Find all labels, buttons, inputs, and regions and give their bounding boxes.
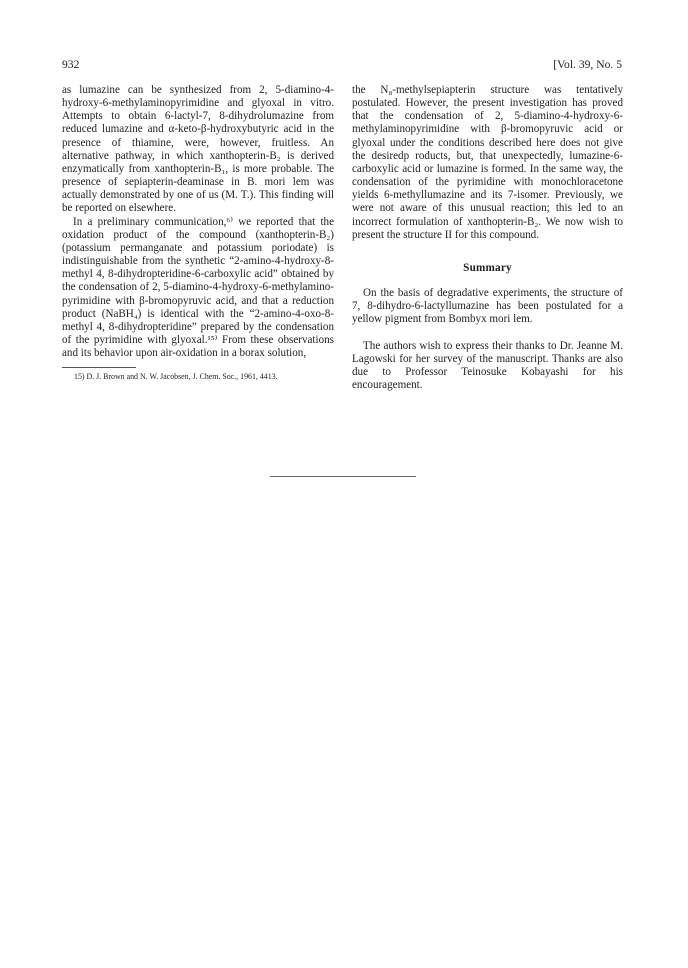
end-of-article-rule — [270, 476, 416, 477]
left-column — [62, 84, 334, 382]
volume-info: [Vol. 39, No. 5 — [553, 58, 622, 71]
footnote-15: 15) D. J. Brown and N. W. Jacobsen, J. Chem. Soc., 1961, 4413. — [74, 372, 278, 382]
right-column — [352, 84, 623, 392]
page-number: 932 — [62, 58, 80, 71]
summary-heading: Summary — [463, 261, 512, 274]
right-paragraph-1: the N₈-methylsepiapterin structure was tentatively postulated. However, the present investigation has proved that the condensation of 2, 5-diamino-4-hydroxy-6-methylaminopyrimidine with β-bromopyruvic acid or glyoxal under the conditions described here does not give the desiredp roducts, but, that unexpectedly, lumazine-6-carboxylic acid or lumazine is formed. In the same way, the condensation of the pyrimidine with monochloracetone yields 6-methyllumazine and its 7-isomer. Previously, we were not aware of this unusual reaction; this led to an incorrect formulation of xanthopterin-B₂. We now wish to present the structure II for this compound. — [352, 84, 623, 241]
left-paragraph-2: In a preliminary communication,⁶⁾ we reported that the oxidation product of the compound (xanthopterin-B₂) (potassium permanganate and potassium poriodate) is indistinguishable from the synthetic “2-amino-4-hydroxy-8-methyl 4, 8-dihydropteridine-6-carboxylic acid” obtained by the condensation of 2, 5-diamino-4-hydroxy-6-methylamino-pyrimidine with β-bromopyruvic acid, and that a reduction product (NaBH₄) is identical with the “2-amino-4-oxo-8-methyl 4, 8-dihydropteridine” prepared by the condensation of the pyrimidine with glyoxal.¹⁵⁾ From these observations and its behavior upon air-oxidation in a borax solution, — [62, 215, 334, 360]
acknowledgment-text: The authors wish to express their thanks to Dr. Jeanne M. Lagowski for her survey of the manuscript. Thanks are also due to Professor Teinosuke Kobayashi for his encouragement. — [352, 339, 623, 391]
summary-text: On the basis of degradative experiments, the structure of 7, 8-dihydro-6-lactyllumazine has been postulated for a yellow pigment from Bombyx mori lem. — [352, 287, 623, 326]
footnote-divider — [62, 367, 136, 368]
left-paragraph-1: as lumazine can be synthesized from 2, 5-diamino-4-hydroxy-6-methylaminopyrimidine and glyoxal in vitro. Attempts to obtain 6-lactyl-7, 8-dihydrolumazine from reduced lumazine and α-keto-β-hydroxybutyric acid in the presence of thiamine, were, however, fruitless. An alternative pathway, in which xanthopterin-B₂ is derived enzymatically from xanthopterin-B₁, is more probable. The presence of sepiapterin-deaminase in B. mori lem was actually demonstrated by one of us (M. T.). This finding will be reported on elsewhere. — [62, 84, 334, 215]
